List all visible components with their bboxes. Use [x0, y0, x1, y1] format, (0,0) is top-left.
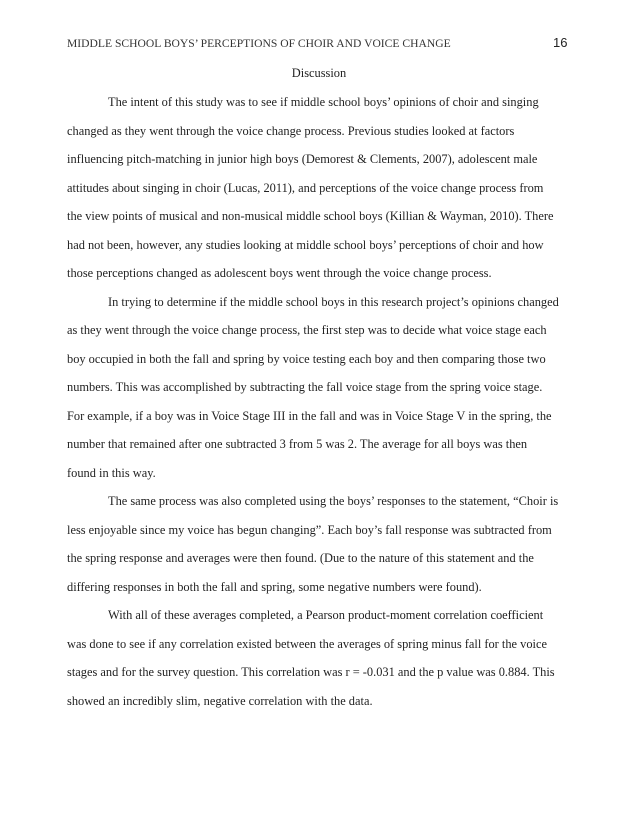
- paragraph-line: In trying to determine if the middle school boys in this research project’s opinions changed: [108, 294, 559, 309]
- paragraph: [67, 487, 573, 601]
- section-title: Discussion: [291, 66, 347, 80]
- paragraph-line: was done to see if any correlation existed between the averages of spring minus fall for the voice: [67, 636, 547, 651]
- paragraph-line: numbers. This was accomplished by subtracting the fall voice stage from the spring voice stage.: [67, 380, 543, 394]
- paragraph-line: had not been, however, any studies looking at middle school boys’ perceptions of choir and how: [67, 237, 544, 252]
- body-text: [67, 88, 573, 715]
- paragraph-line: less enjoyable since my voice has begun changing”. Each boy’s fall response was subtracted from: [67, 522, 552, 537]
- paragraph-line: as they went through the voice change process, the first step was to decide what voice stage each: [67, 323, 547, 337]
- paragraph-line: found in this way.: [67, 465, 156, 480]
- paragraph-line: boy occupied in both the fall and spring by voice testing each boy and then comparing those two: [67, 351, 546, 366]
- paragraph-line: attitudes about singing in choir (Lucas, 2011), and perceptions of the voice change process from: [67, 180, 544, 195]
- paragraph-line: influencing pitch-matching in junior high boys (Demorest & Clements, 2007), adolescent male: [67, 152, 538, 166]
- page-number: 16: [553, 35, 568, 50]
- paragraph-line: differing responses in both the fall and spring, some negative numbers were found).: [67, 579, 482, 594]
- paragraph-line: The same process was also completed using the boys’ responses to the statement, “Choir is: [108, 494, 559, 508]
- paragraph-line: number that remained after one subtracted 3 from 5 was 2. The average for all boys was then: [67, 437, 528, 451]
- running-head: MIDDLE SCHOOL BOYS’ PERCEPTIONS OF CHOIR AND VOICE CHANGE: [67, 37, 451, 50]
- paragraph-line: the spring response and averages were then found. (Due to the nature of this statement and the: [67, 551, 534, 565]
- paragraph: [67, 601, 573, 715]
- paragraph: [67, 88, 573, 288]
- paragraph-line: For example, if a boy was in Voice Stage III in the fall and was in Voice Stage V in the spring, the: [67, 408, 552, 423]
- paragraph-line: changed as they went through the voice change process. Previous studies looked at factors: [67, 123, 515, 138]
- paragraph-line: showed an incredibly slim, negative correlation with the data.: [67, 693, 373, 708]
- paragraph-line: stages and for the survey question. This correlation was r = -0.031 and the p value was 0.884. This: [67, 665, 555, 679]
- paragraph-line: The intent of this study was to see if middle school boys’ opinions of choir and singing: [108, 95, 539, 109]
- paragraph: [67, 288, 573, 488]
- paragraph-line: the view points of musical and non-musical middle school boys (Killian & Wayman, 2010). There: [67, 209, 554, 223]
- paragraph-line: With all of these averages completed, a Pearson product-moment correlation coefficient: [108, 608, 544, 622]
- paragraph-line: those perceptions changed as adolescent boys went through the voice change process.: [67, 266, 492, 280]
